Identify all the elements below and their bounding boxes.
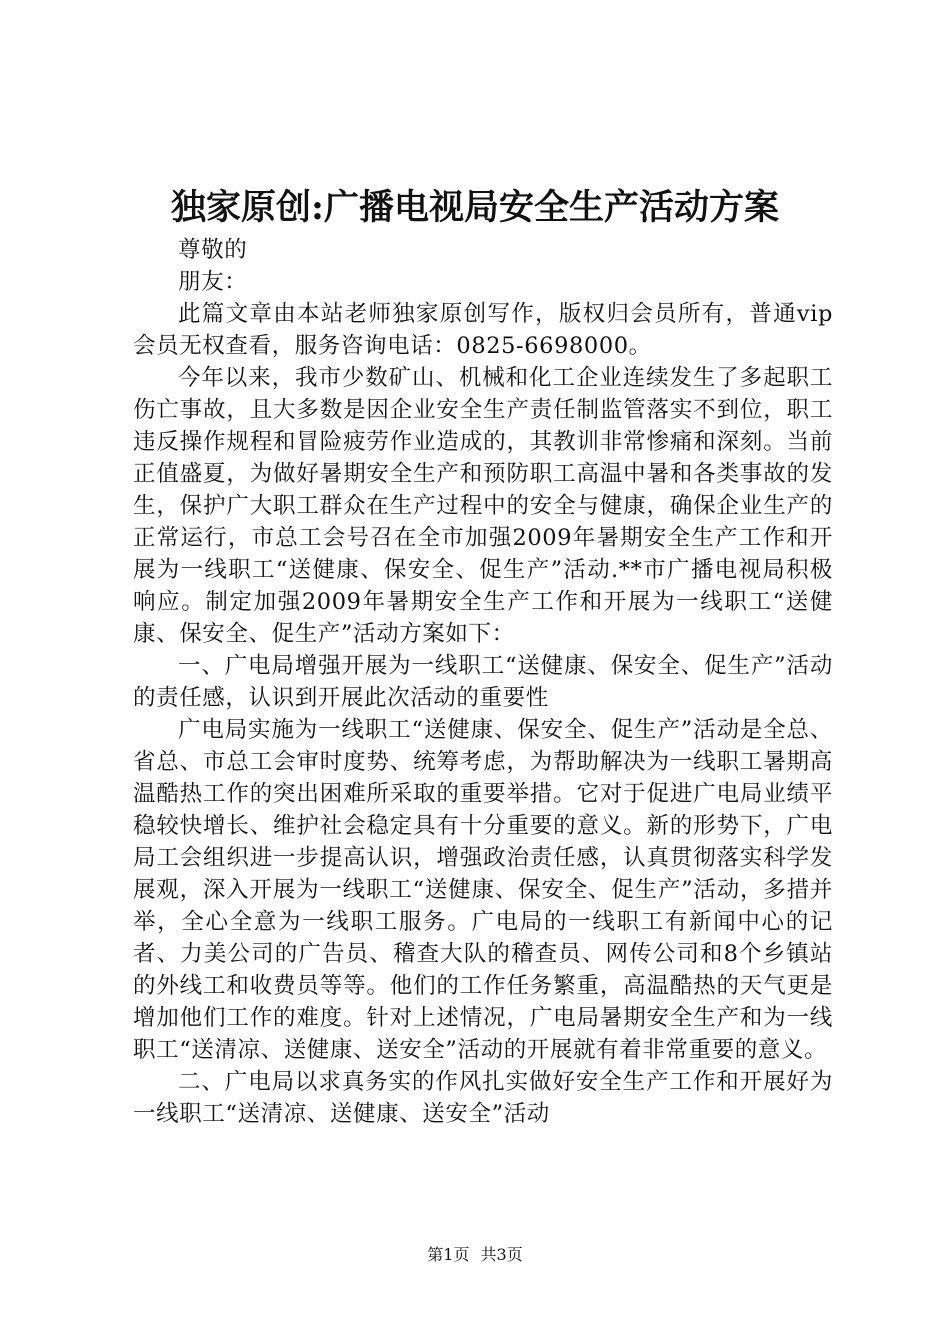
salutation-line-1: 尊敬的 <box>178 237 248 263</box>
background-paragraph: 今年以来，我市少数矿山、机械和化工企业连续发生了多起职工伤亡事故，且大多数是因企业安全生产责任制监管落实不到位，职工违反操作规程和冒险疲劳作业造成的，其教训非常惨痛和深刻。当前正值盛夏，为做好暑期安全生产和预防职工高温中暑和各类事故的发生，保护广大职工群众在生产过程中的安全与健康，确保企业生产的正常运行，市总工会号召在全市加强2009年暑期安全生产工作和开展为一线职工“送健康、保安全、促生产”活动.**市广播电视局积极响应。制定加强2009年暑期安全生产工作和开展为一线职工“送健康、保安全、促生产”活动方案如下： <box>133 365 833 647</box>
section-two-heading: 二、广电局以求真务实的作风扎实做好安全生产工作和开展好为一线职工“送清凉、送健康、送安全”活动 <box>133 1069 833 1127</box>
page-number: 第1页 <box>427 1245 470 1264</box>
page-footer <box>0 1243 950 1267</box>
section-one-heading: 一、广电局增强开展为一线职工“送健康、保安全、促生产”活动的责任感，认识到开展此次活动的重要性 <box>133 653 833 711</box>
document-title: 独家原创:广播电视局安全生产活动方案 <box>171 187 779 228</box>
document-body <box>133 234 833 1130</box>
section-one-body: 广电局实施为一线职工“送健康、保安全、促生产”活动是全总、省总、市总工会审时度势、统筹考虑，为帮助解决为一线职工暑期高温酷热工作的突出困难所采取的重要举措。它对于促进广电局业绩平稳较快增长、维护社会稳定具有十分重要的意义。新的形势下，广电局工会组织进一步提高认识，增强政治责任感，认真贯彻落实科学发展观，深入开展为一线职工“送健康、保安全、促生产”活动，多措并举，全心全意为一线职工服务。广电局的一线职工有新闻中心的记者、力美公司的广告员、稽查大队的稽查员、网传公司和8个乡镇站的外线工和收费员等等。他们的工作任务繁重，高温酷热的天气更是增加他们工作的难度。针对上述情况，广电局暑期安全生产和为一线职工“送清凉、送健康、送安全”活动的开展就有着非常重要的意义。 <box>133 717 833 1063</box>
copyright-notice-paragraph: 此篇文章由本站老师独家原创写作，版权归会员所有，普通vip会员无权查看，服务咨询电话：0825-6698000。 <box>133 301 833 359</box>
page-total: 共3页 <box>480 1245 523 1264</box>
salutation-line-2: 朋友： <box>178 269 248 295</box>
